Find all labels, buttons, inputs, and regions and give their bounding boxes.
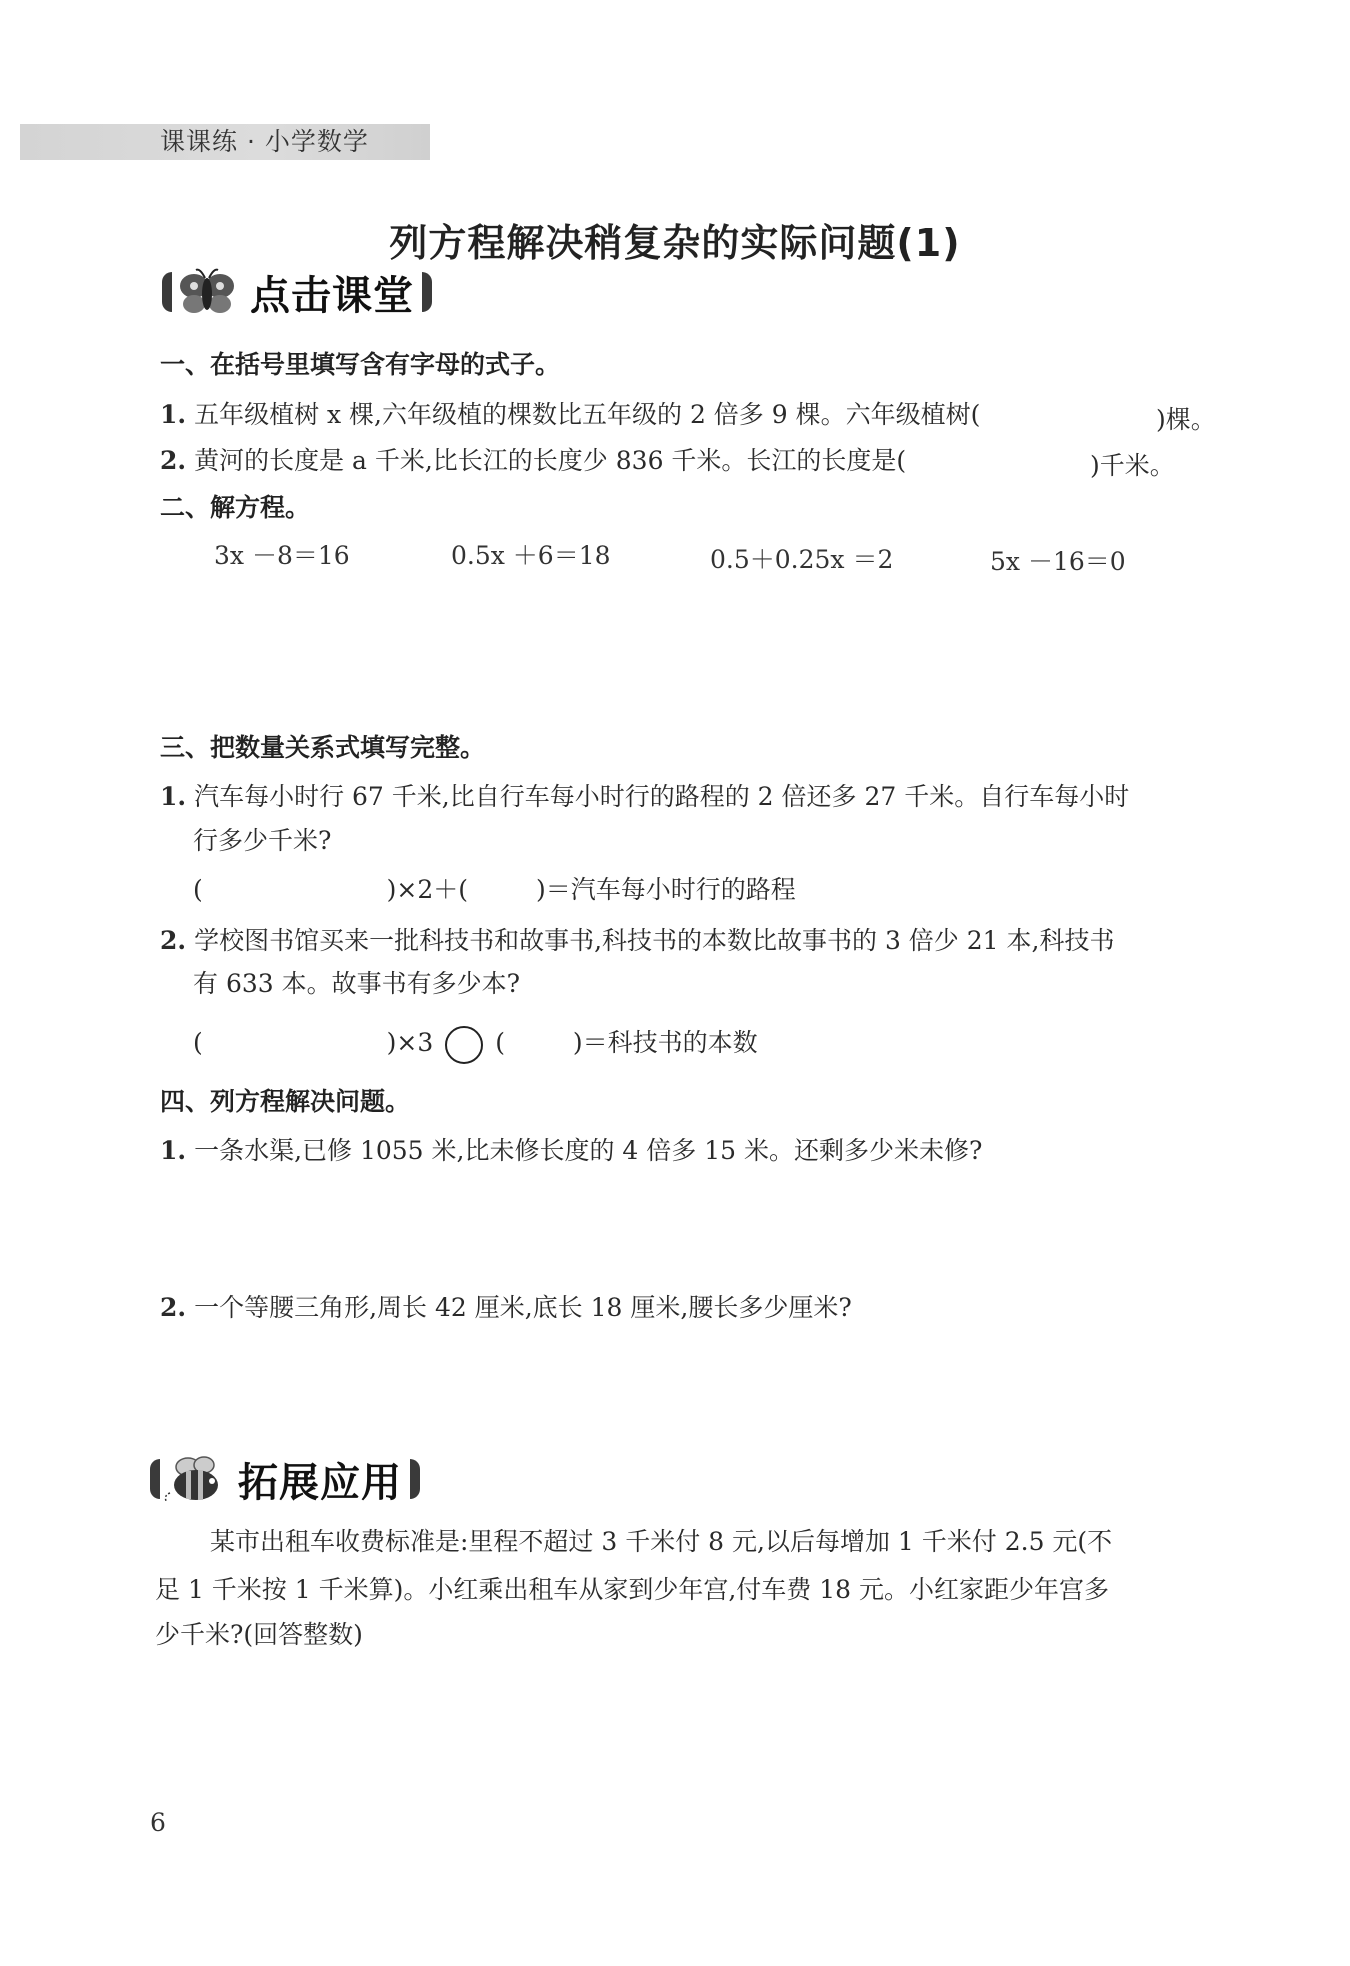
fill-paren-open: ( — [193, 1028, 203, 1057]
section1-heading: 一、在括号里填写含有字母的式子。 — [160, 350, 561, 379]
banner-extension — [150, 1453, 420, 1505]
section3-q2-fill — [193, 1023, 758, 1064]
bee-icon — [160, 1453, 230, 1505]
banner-label: 拓展应用 — [238, 1459, 402, 1506]
equation-1: 3x －8＝16 — [214, 541, 350, 570]
q-number: 1. — [160, 1136, 187, 1165]
q-text: 一个等腰三角形,周长 42 厘米,底长 18 厘米,腰长多少厘米? — [194, 1293, 852, 1322]
q-number: 2. — [160, 446, 187, 475]
operator-circle — [445, 1026, 483, 1064]
section1-q1 — [160, 395, 980, 431]
section4-heading: 四、列方程解决问题。 — [160, 1087, 411, 1116]
banner-right-cap — [410, 1459, 420, 1499]
header-text: 课课练 · 小学数学 — [160, 127, 369, 156]
extension-line-3: 少千米?(回答整数) — [155, 1620, 363, 1649]
equation-2: 0.5x ＋6＝18 — [451, 541, 611, 570]
page-number: 6 — [150, 1808, 166, 1837]
equation-3: 0.5＋0.25x ＝2 — [710, 545, 894, 574]
section2-heading: 二、解方程。 — [160, 493, 311, 522]
fill-result: )＝汽车每小时行的路程 — [535, 875, 796, 904]
section3-q1-line2: 行多少千米? — [193, 826, 332, 855]
q-text: 五年级植树 x 棵,六年级植的棵数比五年级的 2 倍多 9 棵。六年级植树( — [194, 400, 981, 429]
q-number: 2. — [160, 926, 187, 955]
section4-q1 — [160, 1131, 982, 1167]
q-text: 一条水渠,已修 1055 米,比未修长度的 4 倍多 15 米。还剩多少米未修? — [194, 1136, 983, 1165]
section1-q2 — [160, 441, 906, 477]
q-text: 学校图书馆买来一批科技书和故事书,科技书的本数比故事书的 3 倍少 21 本,科技书 — [194, 926, 1115, 955]
extension-line-2: 足 1 千米按 1 千米算)。小红乘出租车从家到少年宫,付车费 18 元。小红家距少年宫多 — [155, 1575, 1110, 1604]
fill-paren-open: ( — [193, 875, 203, 904]
fill-times: )×2＋( — [386, 875, 469, 904]
fill-paren-open-2: ( — [495, 1028, 505, 1057]
page-title: 列方程解决稍复杂的实际问题(1) — [389, 221, 961, 265]
equation-4: 5x －16＝0 — [990, 547, 1126, 576]
section3-q1-fill — [193, 870, 796, 906]
q-number: 1. — [160, 400, 187, 429]
q-text: 汽车每小时行 67 千米,比自行车每小时行的路程的 2 倍还多 27 千米。自行车每小时 — [194, 782, 1130, 811]
section3-q2-line1 — [160, 921, 1114, 957]
fill-times: )×3 — [386, 1028, 434, 1057]
banner-label: 点击课堂 — [250, 272, 414, 319]
butterfly-icon — [172, 266, 242, 318]
q-number: 1. — [160, 782, 187, 811]
banner-left-cap — [162, 272, 172, 312]
banner-classroom — [162, 266, 432, 318]
extension-line-1: 某市出租车收费标准是:里程不超过 3 千米付 8 元,以后每增加 1 千米付 2.5 元(不 — [210, 1527, 1113, 1556]
section3-q2-line2: 有 633 本。故事书有多少本? — [193, 969, 521, 998]
section4-q2 — [160, 1288, 852, 1324]
section1-q2-tail: )千米。 — [1090, 451, 1175, 480]
banner-right-cap — [422, 272, 432, 312]
fill-result: )＝科技书的本数 — [572, 1028, 758, 1057]
banner-left-cap — [150, 1459, 160, 1499]
q-number: 2. — [160, 1293, 187, 1322]
q-text: 黄河的长度是 a 千米,比长江的长度少 836 千米。长江的长度是( — [194, 446, 907, 475]
section1-q1-tail: )棵。 — [1156, 405, 1216, 434]
section3-q1-line1 — [160, 777, 1129, 813]
section3-heading: 三、把数量关系式填写完整。 — [160, 733, 486, 762]
